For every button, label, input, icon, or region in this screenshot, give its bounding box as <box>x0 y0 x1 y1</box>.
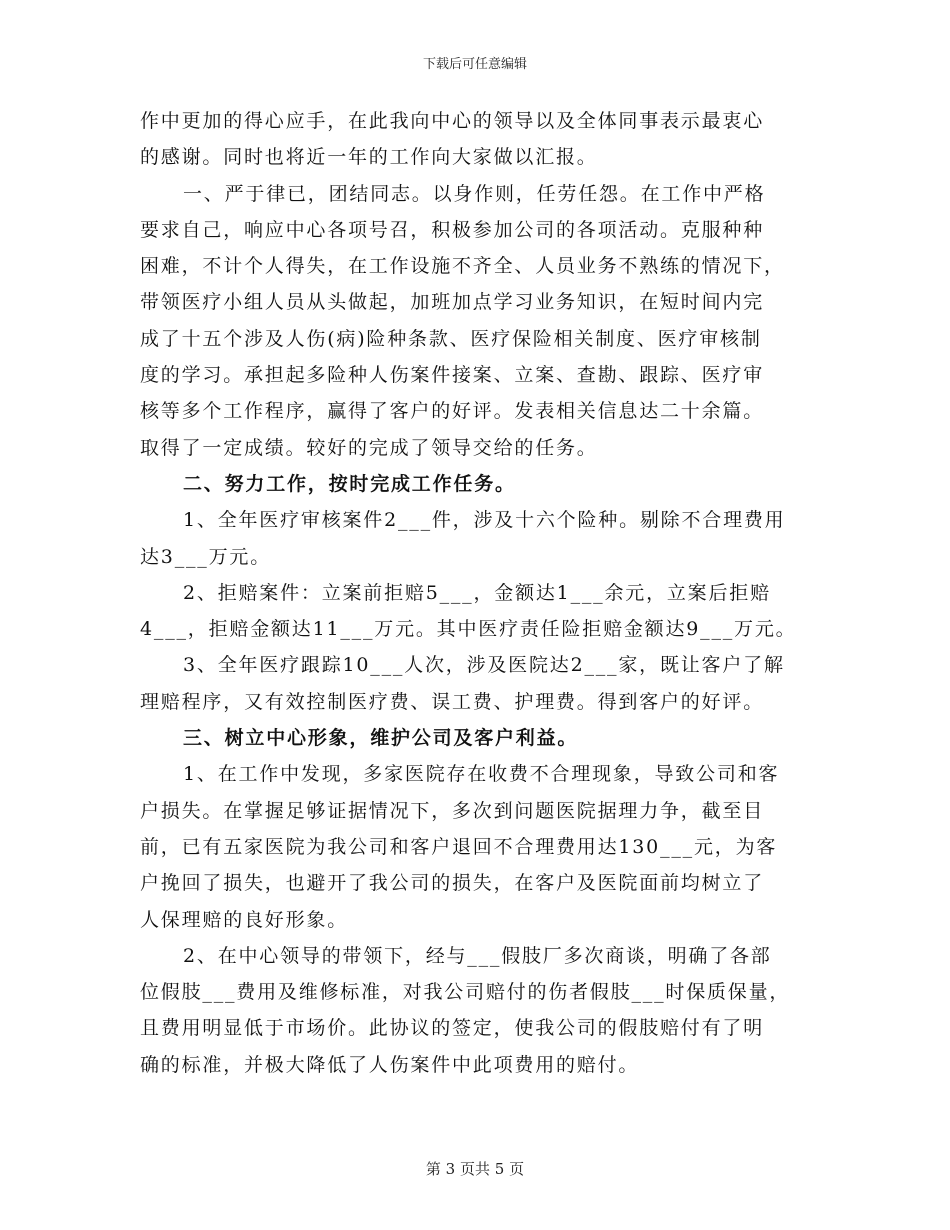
text-line: 位假肢___费用及维修标准，对我公司赔付的伤者假肢___时保质保量， <box>140 981 791 1004</box>
text-line: 成了十五个涉及人伤(病)险种条款、医疗保险相关制度、医疗审核制 <box>140 327 762 350</box>
text-line: 且费用明显低于市场价。此协议的签定，使我公司的假肢赔付有了明 <box>140 1017 765 1040</box>
text-line: 人保理赔的良好形象。 <box>140 908 349 931</box>
section-heading: 二、努力工作，按时完成工作任务。 <box>183 472 516 495</box>
text-line: 达3___万元。 <box>140 545 271 568</box>
text-line: 作中更加的得心应手，在此我向中心的领导以及全体同事表示最衷心 <box>140 110 765 132</box>
text-line: 要求自己，响应中心各项号召，积极参加公司的各项活动。克服种种 <box>140 218 765 241</box>
text-line: 4___，拒赔金额达11___万元。其中医疗责任险拒赔金额达9___万元。 <box>140 618 797 641</box>
document-body <box>140 103 820 1083</box>
section-heading: 三、树立中心形象，维护公司及客户利益。 <box>183 727 579 750</box>
text-line: 1、全年医疗审核案件2___件，涉及十六个险种。剔除不合理费用 <box>183 509 786 532</box>
text-line: 2、在中心领导的带领下，经与___假肢厂多次商谈，明确了各部 <box>183 944 772 967</box>
text-line: 1、在工作中发现，多家医院存在收费不合理现象，导致公司和客 <box>183 763 780 786</box>
text-line: 度的学习。承担起多险种人伤案件接案、立案、查勘、跟踪、医疗审 <box>140 364 765 387</box>
text-line: 确的标准，并极大降低了人伤案件中此项费用的赔付。 <box>140 1053 640 1076</box>
text-line: 2、拒赔案件：立案前拒赔5___，金额达1___余元，立案后拒赔 <box>183 581 771 604</box>
text-line: 一、严于律已，团结同志。以身作则，任劳任怨。在工作中严格 <box>183 182 766 205</box>
page-header: 下载后可任意编辑 <box>422 57 527 72</box>
text-line: 户挽回了损失，也避开了我公司的损失，在客户及医院面前均树立了 <box>140 872 765 895</box>
text-line: 取得了一定成绩。较好的完成了领导交给的任务。 <box>140 436 598 459</box>
text-line: 的感谢。同时也将近一年的工作向大家做以汇报。 <box>140 146 598 169</box>
text-line: 户损失。在掌握足够证据情况下，多次到问题医院据理力争，截至目 <box>140 799 765 822</box>
text-line: 前，已有五家医院为我公司和客户退回不合理费用达130___元，为客 <box>140 835 778 858</box>
text-line: 困难，不计个人得失，在工作设施不齐全、人员业务不熟练的情况下， <box>140 255 785 278</box>
text-line: 带领医疗小组人员从头做起，加班加点学习业务知识，在短时间内完 <box>140 291 765 314</box>
page-footer: 第 3 页共 5 页 <box>425 1160 525 1178</box>
text-line: 3、全年医疗跟踪10___人次，涉及医院达2___家，既让客户了解 <box>183 654 785 677</box>
text-line: 理赔程序，又有效控制医疗费、误工费、护理费。得到客户的好评。 <box>140 690 765 713</box>
text-line: 核等多个工作程序，赢得了客户的好评。发表相关信息达二十余篇。 <box>140 400 765 423</box>
